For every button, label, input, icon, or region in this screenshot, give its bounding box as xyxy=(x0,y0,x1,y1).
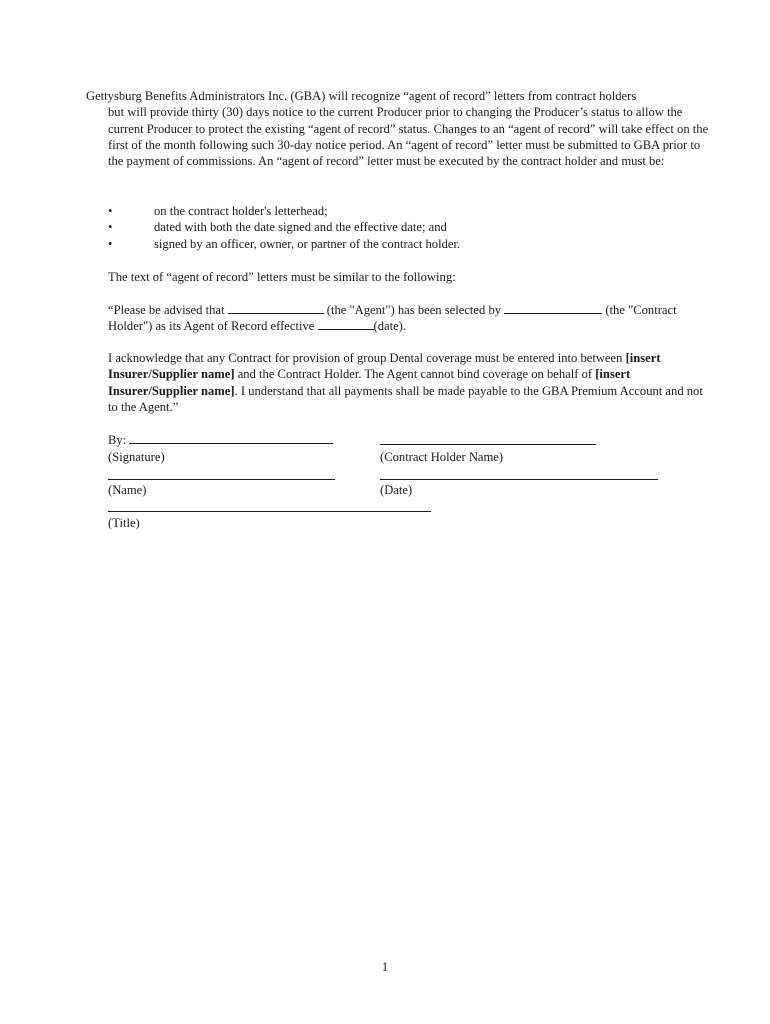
ack-text-2: and the Contract Holder. The Agent cannot bind coverage on behalf of xyxy=(234,367,596,382)
ack-text-1: I acknowledge that any Contract for provision of group Dental coverage must be entered into between xyxy=(108,351,626,365)
bullet-mark: • xyxy=(108,204,113,218)
agent-name-blank[interactable] xyxy=(228,302,324,314)
similar-text-paragraph: The text of “agent of record” letters must be similar to the following: xyxy=(108,270,456,284)
list-item xyxy=(108,236,708,252)
name-line[interactable] xyxy=(108,467,335,480)
list-item-text: dated with both the date signed and the effective date; and xyxy=(154,220,447,235)
list-item-text: on the contract holder's letterhead; xyxy=(154,204,328,218)
intro-continued: but will provide thirty (30) days notice to the current Producer prior to changing the Producer’s status to allow the current Producer to protect the existing “agent of record” status. Changes to an “agent of record” will take effect on the first of the month following such 30-day notice period. An “agent of record” letter must be submitted to GBA prior to the payment of commissions. An “agent of record” letter must be executed by the contract holder and must be: xyxy=(108,105,709,169)
acknowledge-paragraph xyxy=(108,350,710,415)
contract-holder-label: (Contract Holder Name) xyxy=(380,450,504,464)
advised-text-4: (date). xyxy=(373,319,407,334)
insurer-placeholder-1: [insert Insurer/Supplier name] xyxy=(108,351,661,382)
list-item-text: signed by an officer, owner, or partner of the contract holder. xyxy=(154,236,461,251)
ack-text-3: . I understand that all payments shall be made payable to the GBA Premium Account and not to the Agent.” xyxy=(108,383,703,414)
advised-text-3: (the "Contract Holder") as its Agent of Record effective xyxy=(108,303,677,334)
title-line[interactable] xyxy=(108,499,431,512)
bullet-mark: • xyxy=(108,220,113,235)
signature-label: (Signature) xyxy=(108,450,165,464)
list-item xyxy=(108,203,708,219)
title-label: (Title) xyxy=(108,516,140,530)
intro-paragraph xyxy=(86,88,710,169)
advised-paragraph xyxy=(108,302,710,335)
contract-holder-blank[interactable] xyxy=(504,302,602,314)
name-label: (Name) xyxy=(108,483,147,497)
signature-line[interactable] xyxy=(129,432,333,444)
requirements-list xyxy=(108,203,708,252)
signature-by-row xyxy=(108,432,333,448)
contract-holder-name-line[interactable] xyxy=(380,432,596,445)
intro-first-line: Gettysburg Benefits Administrators Inc. (GBA) will recognize “agent of record” letters from contract holders xyxy=(86,89,637,103)
advised-text-2: (the "Agent") has been selected by xyxy=(323,303,505,317)
page-number: 1 xyxy=(381,960,389,974)
date-label: (Date) xyxy=(380,483,413,497)
list-item xyxy=(108,219,708,235)
bullet-mark: • xyxy=(108,236,113,251)
advised-text-1: “Please be advised that xyxy=(108,303,228,317)
insurer-placeholder-2: [insert Insurer/Supplier name] xyxy=(108,367,631,398)
by-label: By: xyxy=(108,433,127,447)
effective-date-blank[interactable] xyxy=(318,318,374,330)
date-line[interactable] xyxy=(380,467,658,480)
